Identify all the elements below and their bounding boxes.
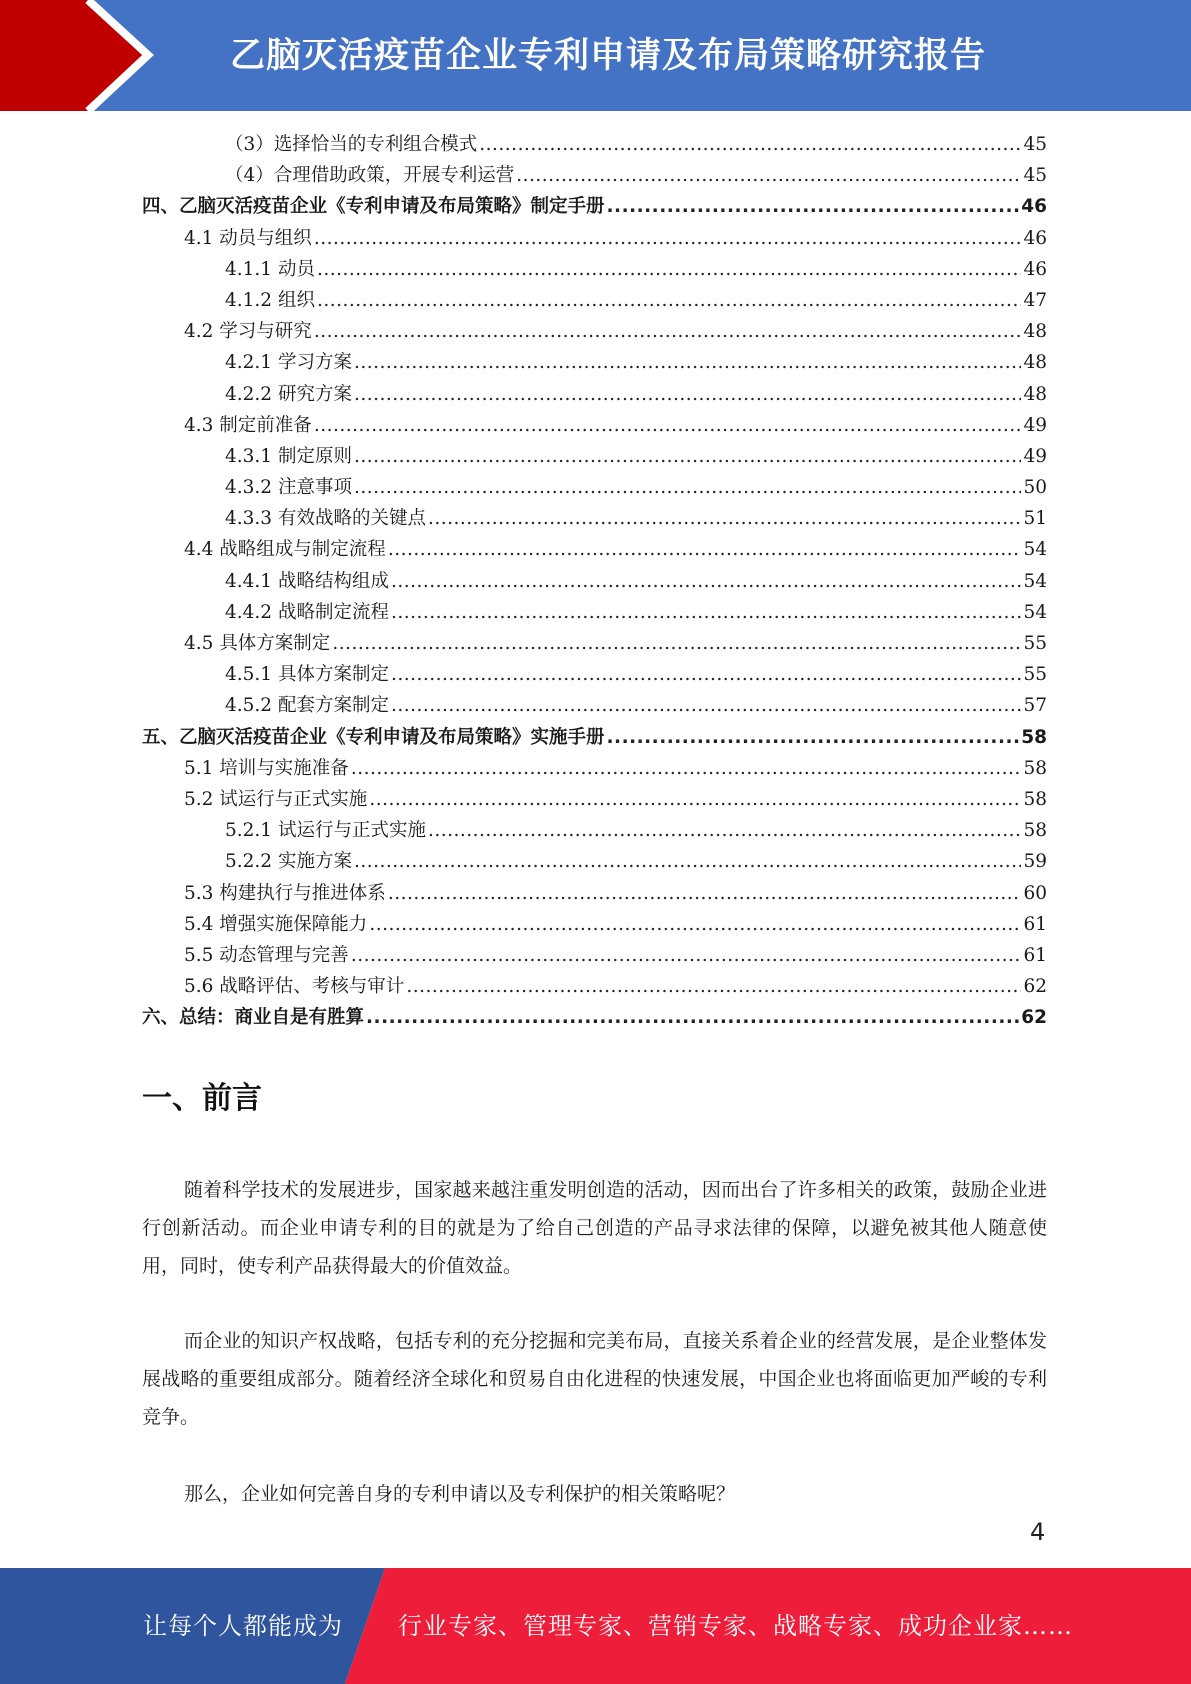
- toc-entry[interactable]: [142, 690, 1047, 721]
- header-title: 乙脑灭活疫苗企业专利申请及布局策略研究报告: [230, 36, 987, 76]
- footer-slogan-right: 行业专家、管理专家、营销专家、战略专家、成功企业家……: [398, 1612, 1073, 1640]
- table-of-contents: [142, 129, 1047, 1033]
- toc-entry-title: 五、乙脑灭活疫苗企业《专利申请及布局策略》实施手册: [142, 726, 605, 748]
- toc-entry-title: 5.4 增强实施保障能力: [184, 913, 368, 935]
- toc-entry[interactable]: [142, 379, 1047, 410]
- toc-entry-title: 4.4.2 战略制定流程: [225, 601, 389, 623]
- toc-dot-leader: [354, 846, 1022, 877]
- toc-entry-title: 4.5.1 具体方案制定: [225, 664, 389, 686]
- toc-entry-page: 62: [1023, 976, 1047, 998]
- toc-entry-title: 四、乙脑灭活疫苗企业《专利申请及布局策略》制定手册: [142, 196, 605, 218]
- toc-entry-page: 58: [1023, 820, 1047, 842]
- toc-entry[interactable]: [142, 722, 1047, 753]
- toc-entry-title: 4.1.2 组织: [225, 289, 315, 311]
- toc-entry[interactable]: [142, 441, 1047, 472]
- toc-dot-leader: [354, 347, 1022, 378]
- toc-entry-title: 5.1 培训与实施准备: [184, 757, 349, 779]
- toc-entry-title: 5.6 战略评估、考核与审计: [184, 976, 405, 998]
- toc-entry[interactable]: [142, 160, 1047, 191]
- toc-entry[interactable]: [142, 784, 1047, 815]
- toc-dot-leader: [607, 722, 1020, 753]
- toc-entry-title: 4.1.1 动员: [225, 258, 315, 280]
- toc-entry-title: 5.3 构建执行与推进体系: [184, 882, 386, 904]
- toc-dot-leader: [332, 628, 1021, 659]
- toc-dot-leader: [314, 410, 1022, 441]
- toc-entry-page: 55: [1023, 664, 1047, 686]
- toc-dot-leader: [391, 659, 1021, 690]
- toc-entry-page: 58: [1023, 788, 1047, 810]
- toc-dot-leader: [428, 815, 1021, 846]
- toc-entry-page: 54: [1023, 539, 1047, 561]
- paragraph-2: 而企业的知识产权战略，包括专利的充分挖掘和完美布局，直接关系着企业的经营发展，是企业整体发展战略的重要组成部分。随着经济全球化和贸易自由化进程的快速发展，中国企业也将面临更加严峻的专利竞争。: [142, 1330, 1047, 1428]
- toc-entry-title: 4.3.2 注意事项: [225, 477, 352, 499]
- toc-entry-title: （3）选择恰当的专利组合模式: [225, 134, 478, 155]
- toc-entry-page: 55: [1023, 633, 1047, 654]
- toc-dot-leader: [479, 129, 1021, 160]
- toc-entry-page: 57: [1023, 695, 1047, 717]
- toc-entry[interactable]: [142, 628, 1047, 659]
- page-number: 4: [1030, 1518, 1046, 1546]
- toc-entry-title: 4.2.1 学习方案: [225, 352, 352, 374]
- footer-slogan-left: 让每个人都能成为: [143, 1612, 343, 1640]
- toc-entry[interactable]: [142, 285, 1047, 316]
- toc-dot-leader: [354, 472, 1022, 503]
- toc-entry-page: 61: [1023, 944, 1047, 966]
- toc-entry[interactable]: [142, 1002, 1047, 1033]
- toc-entry[interactable]: [142, 410, 1047, 441]
- toc-dot-leader: [354, 379, 1022, 410]
- toc-entry[interactable]: [142, 846, 1047, 877]
- toc-entry[interactable]: [142, 878, 1047, 909]
- page-header: [0, 0, 1191, 111]
- toc-dot-leader: [366, 1002, 1019, 1033]
- toc-entry-page: 60: [1023, 882, 1047, 904]
- toc-entry-page: 47: [1023, 289, 1047, 311]
- toc-dot-leader: [428, 503, 1021, 534]
- toc-entry[interactable]: [142, 223, 1047, 254]
- toc-dot-leader: [516, 160, 1021, 191]
- toc-entry-page: 48: [1023, 321, 1047, 343]
- toc-dot-leader: [388, 878, 1022, 909]
- toc-entry-title: 4.2 学习与研究: [184, 321, 312, 343]
- toc-entry[interactable]: [142, 566, 1047, 597]
- toc-entry-title: 4.5 具体方案制定: [184, 633, 331, 654]
- toc-entry-title: 4.4 战略组成与制定流程: [184, 539, 386, 561]
- toc-entry[interactable]: [142, 909, 1047, 940]
- toc-dot-leader: [314, 223, 1022, 254]
- page-footer: [0, 1568, 1191, 1684]
- toc-entry[interactable]: [142, 129, 1047, 160]
- paragraph-1: 随着科学技术的发展进步，国家越来越注重发明创造的活动，因而出台了许多相关的政策，鼓励企业进行创新活动。而企业申请专利的目的就是为了给自己创造的产品寻求法律的保障，以避免被其他人随意使用，同时，使专利产品获得最大的价值效益。: [142, 1179, 1047, 1277]
- toc-entry-title: 4.4.1 战略结构组成: [225, 570, 389, 592]
- toc-dot-leader: [317, 285, 1022, 316]
- toc-entry-page: 46: [1023, 227, 1047, 249]
- paragraph-3: 那么，企业如何完善自身的专利申请以及专利保护的相关策略呢？: [184, 1483, 736, 1505]
- toc-entry-page: 54: [1023, 570, 1047, 592]
- toc-entry[interactable]: [142, 753, 1047, 784]
- toc-dot-leader: [369, 784, 1021, 815]
- toc-entry[interactable]: [142, 597, 1047, 628]
- section-heading: 一、前言: [142, 1081, 262, 1116]
- toc-entry[interactable]: [142, 940, 1047, 971]
- toc-entry-page: 51: [1023, 508, 1047, 530]
- toc-entry-page: 46: [1021, 196, 1047, 218]
- toc-dot-leader: [406, 971, 1021, 1002]
- toc-entry-page: 49: [1023, 414, 1047, 436]
- toc-entry[interactable]: [142, 971, 1047, 1002]
- toc-entry-page: 45: [1023, 165, 1047, 187]
- toc-dot-leader: [391, 597, 1021, 628]
- toc-entry-page: 62: [1021, 1007, 1047, 1029]
- toc-entry-title: 5.2 试运行与正式实施: [184, 788, 368, 810]
- toc-dot-leader: [351, 753, 1022, 784]
- toc-entry-page: 61: [1023, 913, 1047, 935]
- toc-entry-page: 48: [1023, 383, 1047, 405]
- toc-entry[interactable]: [142, 815, 1047, 846]
- toc-entry-title: 4.2.2 研究方案: [225, 383, 352, 405]
- toc-entry-title: 5.2.2 实施方案: [225, 851, 352, 873]
- toc-entry[interactable]: [142, 534, 1047, 565]
- toc-entry[interactable]: [142, 472, 1047, 503]
- toc-entry-title: 5.2.1 试运行与正式实施: [225, 820, 426, 842]
- toc-entry-title: （4）合理借助政策，开展专利运营: [225, 165, 515, 187]
- toc-entry-page: 50: [1023, 477, 1047, 499]
- toc-entry-title: 4.1 动员与组织: [184, 227, 312, 249]
- toc-entry-title: 4.3.1 制定原则: [225, 445, 352, 467]
- toc-entry-page: 59: [1023, 851, 1047, 873]
- toc-entry[interactable]: [142, 659, 1047, 690]
- toc-entry-page: 45: [1023, 134, 1047, 155]
- toc-entry-page: 54: [1023, 601, 1047, 623]
- toc-entry-title: 5.5 动态管理与完善: [184, 944, 349, 966]
- toc-dot-leader: [351, 940, 1022, 971]
- toc-entry-page: 48: [1023, 352, 1047, 374]
- toc-entry[interactable]: [142, 191, 1047, 222]
- toc-entry[interactable]: [142, 254, 1047, 285]
- toc-dot-leader: [369, 909, 1021, 940]
- toc-entry-page: 58: [1023, 757, 1047, 779]
- toc-entry-page: 49: [1023, 445, 1047, 467]
- toc-entry-title: 4.5.2 配套方案制定: [225, 695, 389, 717]
- toc-entry[interactable]: [142, 316, 1047, 347]
- toc-entry-title: 六、总结：商业自是有胜算: [142, 1007, 365, 1029]
- toc-entry-page: 58: [1021, 726, 1047, 748]
- toc-entry[interactable]: [142, 347, 1047, 378]
- toc-entry-title: 4.3 制定前准备: [184, 414, 312, 436]
- toc-dot-leader: [391, 566, 1021, 597]
- toc-dot-leader: [388, 534, 1022, 565]
- toc-dot-leader: [317, 254, 1022, 285]
- toc-dot-leader: [607, 191, 1020, 222]
- toc-dot-leader: [391, 690, 1021, 721]
- toc-entry-title: 4.3.3 有效战略的关键点: [225, 508, 426, 530]
- toc-entry[interactable]: [142, 503, 1047, 534]
- toc-entry-page: 46: [1023, 258, 1047, 280]
- toc-dot-leader: [314, 316, 1022, 347]
- toc-dot-leader: [354, 441, 1022, 472]
